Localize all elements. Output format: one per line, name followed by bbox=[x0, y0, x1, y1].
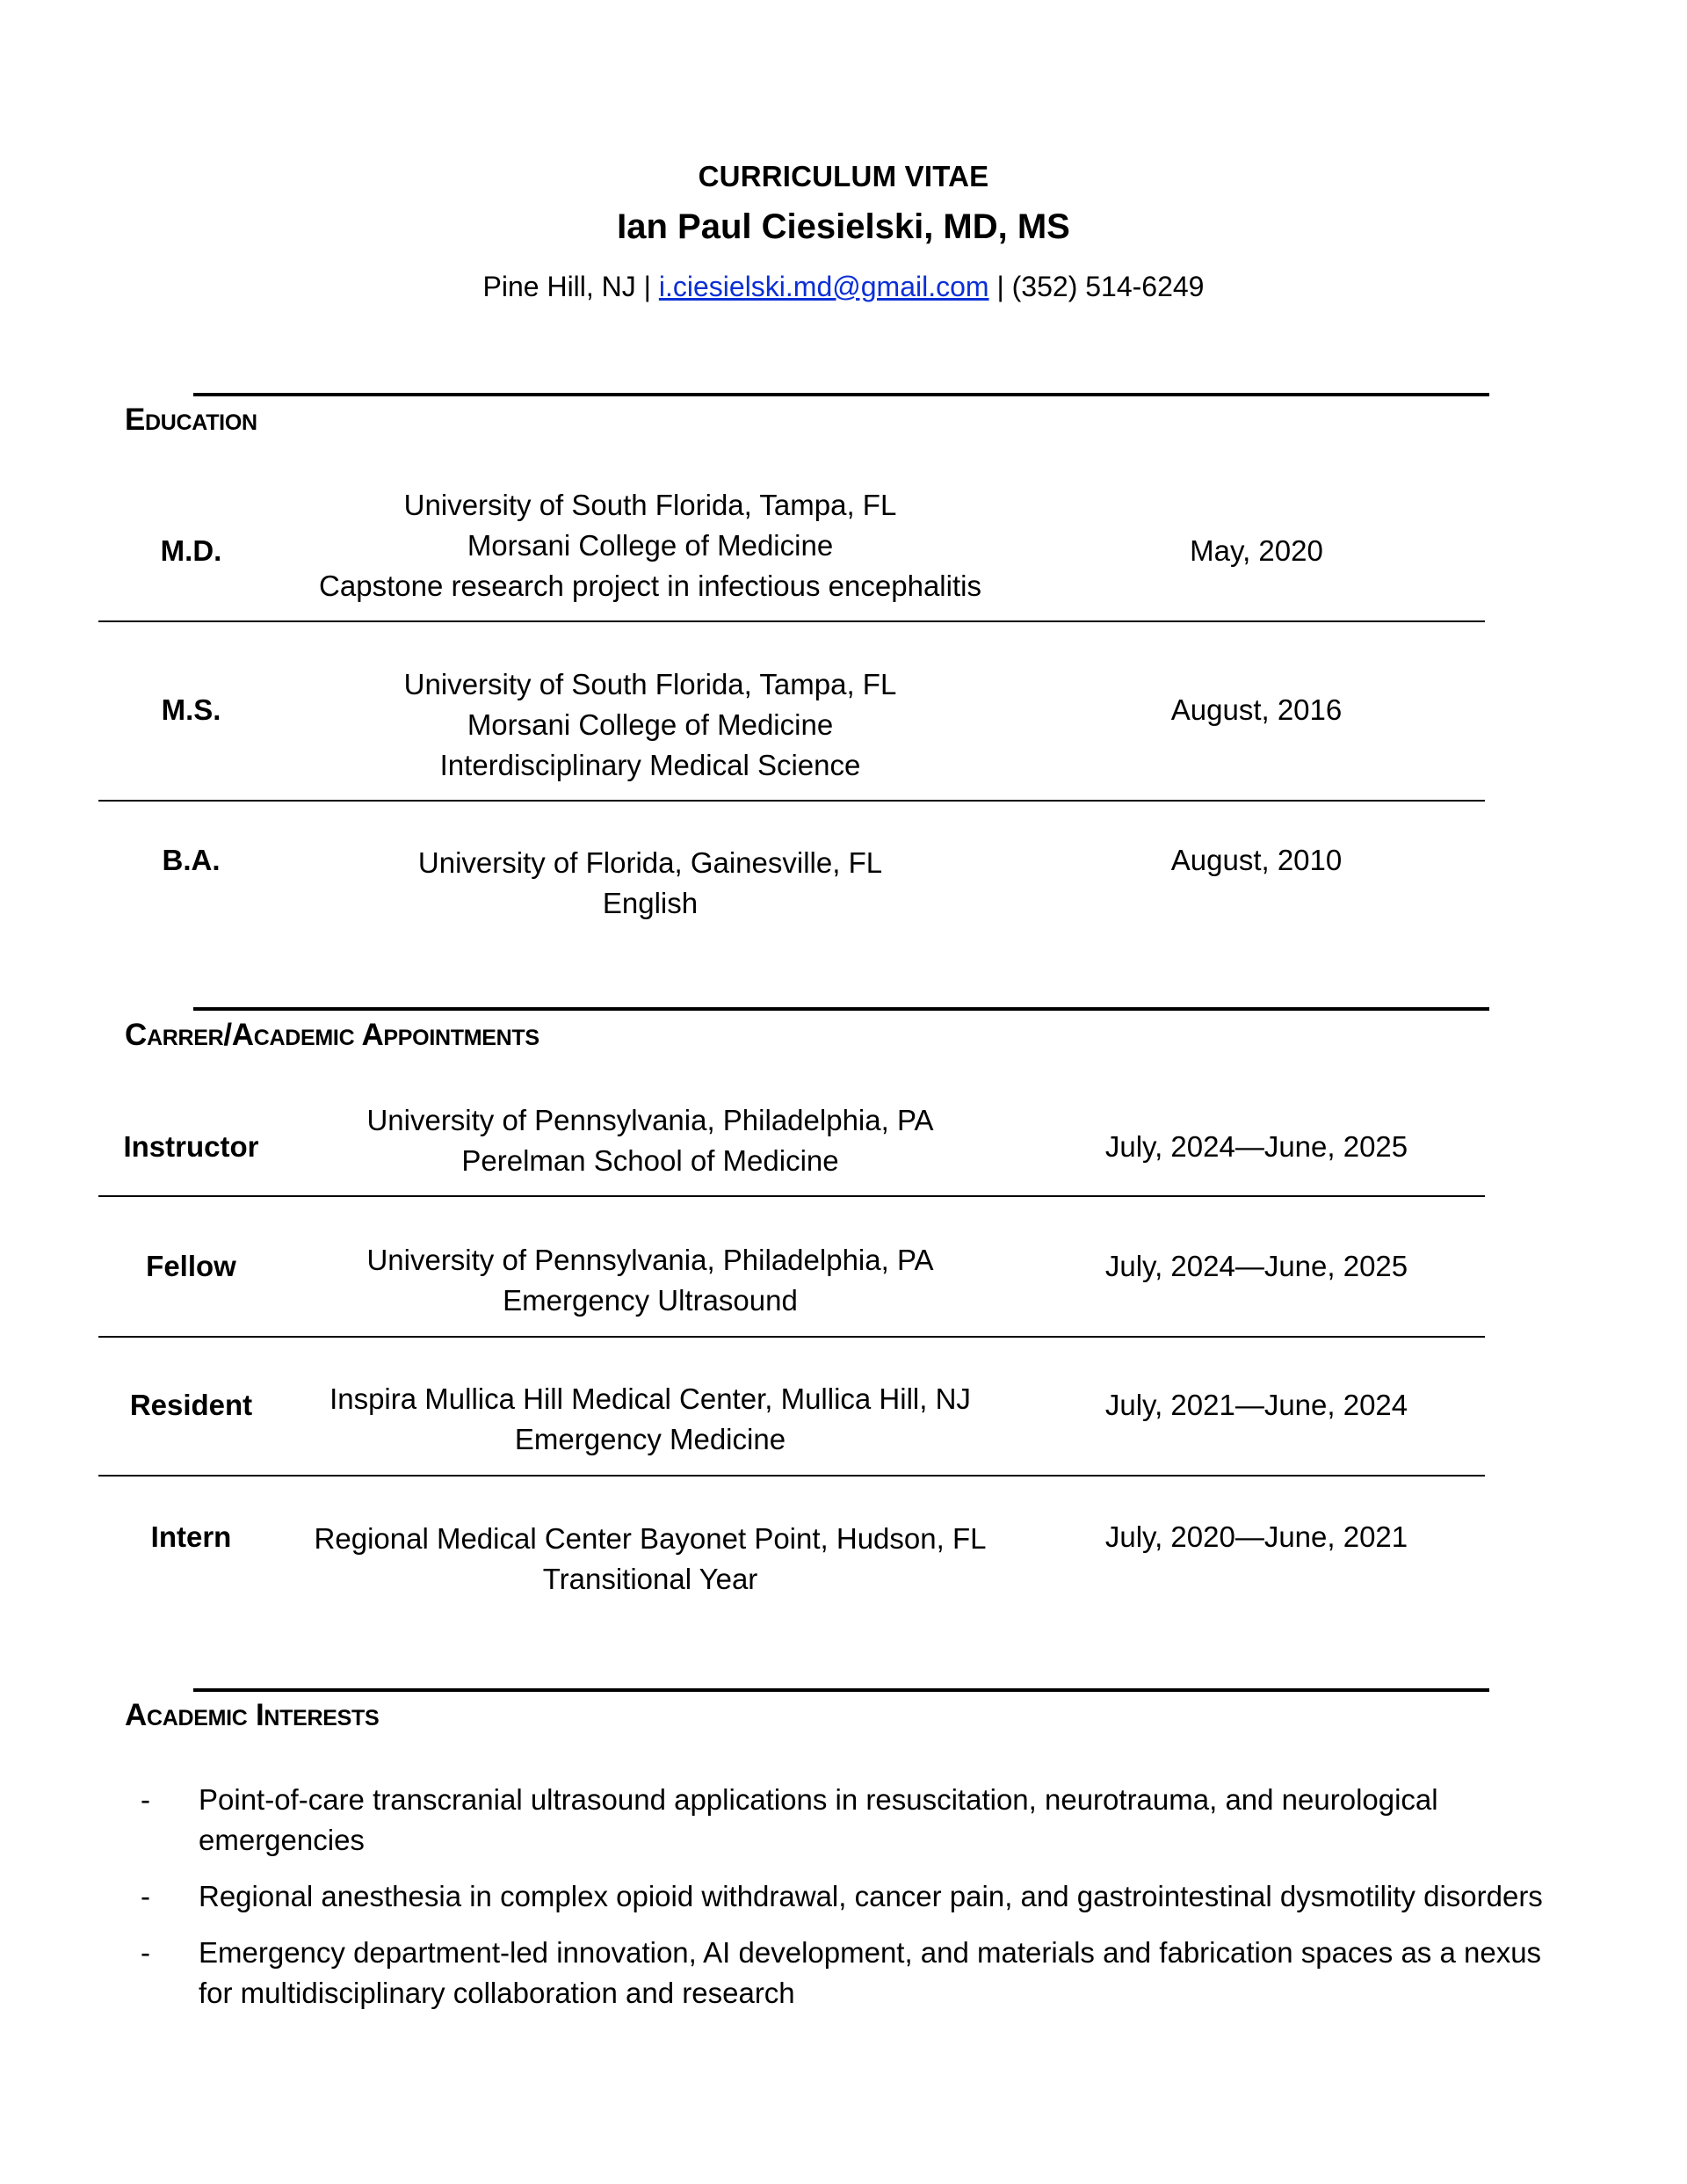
section-rule bbox=[193, 393, 1489, 396]
phone-text: (352) 514-6249 bbox=[1011, 271, 1205, 302]
interests-heading: Academic Interests bbox=[125, 1698, 380, 1732]
location-text: Pine Hill, NJ bbox=[482, 271, 636, 302]
email-link[interactable]: i.ciesielski.md@gmail.com bbox=[658, 271, 989, 302]
education-institution bbox=[290, 485, 1010, 606]
separator: | bbox=[643, 271, 651, 302]
appointment-line: Perelman School of Medicine bbox=[461, 1144, 839, 1177]
person-name: Ian Paul Ciesielski, MD, MS bbox=[617, 207, 1070, 246]
bullet-dash: - bbox=[141, 1936, 150, 1969]
role-label: Resident bbox=[129, 1389, 253, 1421]
education-line: University of Florida, Gainesville, FL bbox=[417, 846, 883, 879]
education-line: University of South Florida, Tampa, FL bbox=[403, 668, 897, 700]
appointment-institution bbox=[290, 1240, 1010, 1321]
list-item bbox=[141, 1876, 1546, 1917]
interests-list bbox=[141, 1780, 1546, 2029]
education-institution bbox=[290, 664, 1010, 786]
role-label: Instructor bbox=[123, 1130, 259, 1163]
degree-label: M.S. bbox=[161, 693, 221, 726]
education-line: Capstone research project in infectious encephalitis bbox=[319, 570, 981, 602]
education-heading: Education bbox=[125, 403, 257, 437]
role-label: Intern bbox=[150, 1520, 232, 1553]
education-date: August, 2016 bbox=[1170, 693, 1343, 726]
row-divider bbox=[98, 800, 1485, 802]
education-institution bbox=[290, 843, 1010, 924]
education-line: English bbox=[602, 887, 699, 919]
list-item bbox=[141, 1780, 1546, 1861]
appointment-line: Emergency Ultrasound bbox=[503, 1284, 798, 1317]
interest-text: Emergency department-led innovation, AI development, and materials and fabrication spaces as a nexus for multidisciplinary collaboration and research bbox=[199, 1936, 1542, 2009]
appointments-heading: Carrer/Academic Appointments bbox=[125, 1018, 539, 1052]
bullet-dash: - bbox=[141, 1880, 150, 1912]
appointment-institution bbox=[290, 1379, 1010, 1460]
section-rule bbox=[193, 1007, 1489, 1011]
appointment-date: July, 2024—June, 2025 bbox=[1104, 1130, 1408, 1163]
appointment-line: University of Pennsylvania, Philadelphia, PA bbox=[366, 1244, 934, 1276]
appointment-line: University of Pennsylvania, Philadelphia, PA bbox=[366, 1104, 934, 1136]
appointment-line: Transitional Year bbox=[542, 1563, 758, 1595]
education-date: August, 2010 bbox=[1170, 844, 1343, 876]
education-date: May, 2020 bbox=[1190, 534, 1323, 567]
degree-label: M.D. bbox=[160, 534, 222, 567]
appointment-date: July, 2021—June, 2024 bbox=[1104, 1389, 1408, 1421]
interest-text: Point-of-care transcranial ultrasound applications in resuscitation, neurotrauma, and neurological emergencies bbox=[199, 1783, 1438, 1856]
appointment-date: July, 2024—June, 2025 bbox=[1104, 1250, 1408, 1282]
row-divider bbox=[98, 1336, 1485, 1338]
education-line: University of South Florida, Tampa, FL bbox=[403, 489, 897, 521]
appointment-date: July, 2020—June, 2021 bbox=[1104, 1520, 1408, 1553]
row-divider bbox=[98, 620, 1485, 622]
row-divider bbox=[98, 1195, 1485, 1197]
role-label: Fellow bbox=[146, 1250, 236, 1282]
list-item bbox=[141, 1933, 1546, 2013]
interest-text: Regional anesthesia in complex opioid withdrawal, cancer pain, and gastrointestinal dysmotility disorders bbox=[199, 1880, 1543, 1912]
appointment-line: Inspira Mullica Hill Medical Center, Mullica Hill, NJ bbox=[329, 1382, 971, 1415]
education-line: Morsani College of Medicine bbox=[467, 529, 834, 562]
appointment-institution bbox=[290, 1519, 1010, 1600]
row-divider bbox=[98, 1475, 1485, 1477]
appointment-line: Emergency Medicine bbox=[514, 1423, 786, 1455]
education-line: Morsani College of Medicine bbox=[467, 708, 834, 741]
separator: | bbox=[996, 271, 1004, 302]
appointment-institution bbox=[290, 1100, 1010, 1181]
education-line: Interdisciplinary Medical Science bbox=[439, 749, 861, 781]
document-label: CURRICULUM VITAE bbox=[698, 160, 989, 192]
degree-label: B.A. bbox=[162, 844, 221, 876]
bullet-dash: - bbox=[141, 1783, 150, 1816]
contact-line bbox=[0, 271, 1687, 303]
section-rule bbox=[193, 1688, 1489, 1692]
appointment-line: Regional Medical Center Bayonet Point, Hudson, FL bbox=[314, 1522, 987, 1555]
